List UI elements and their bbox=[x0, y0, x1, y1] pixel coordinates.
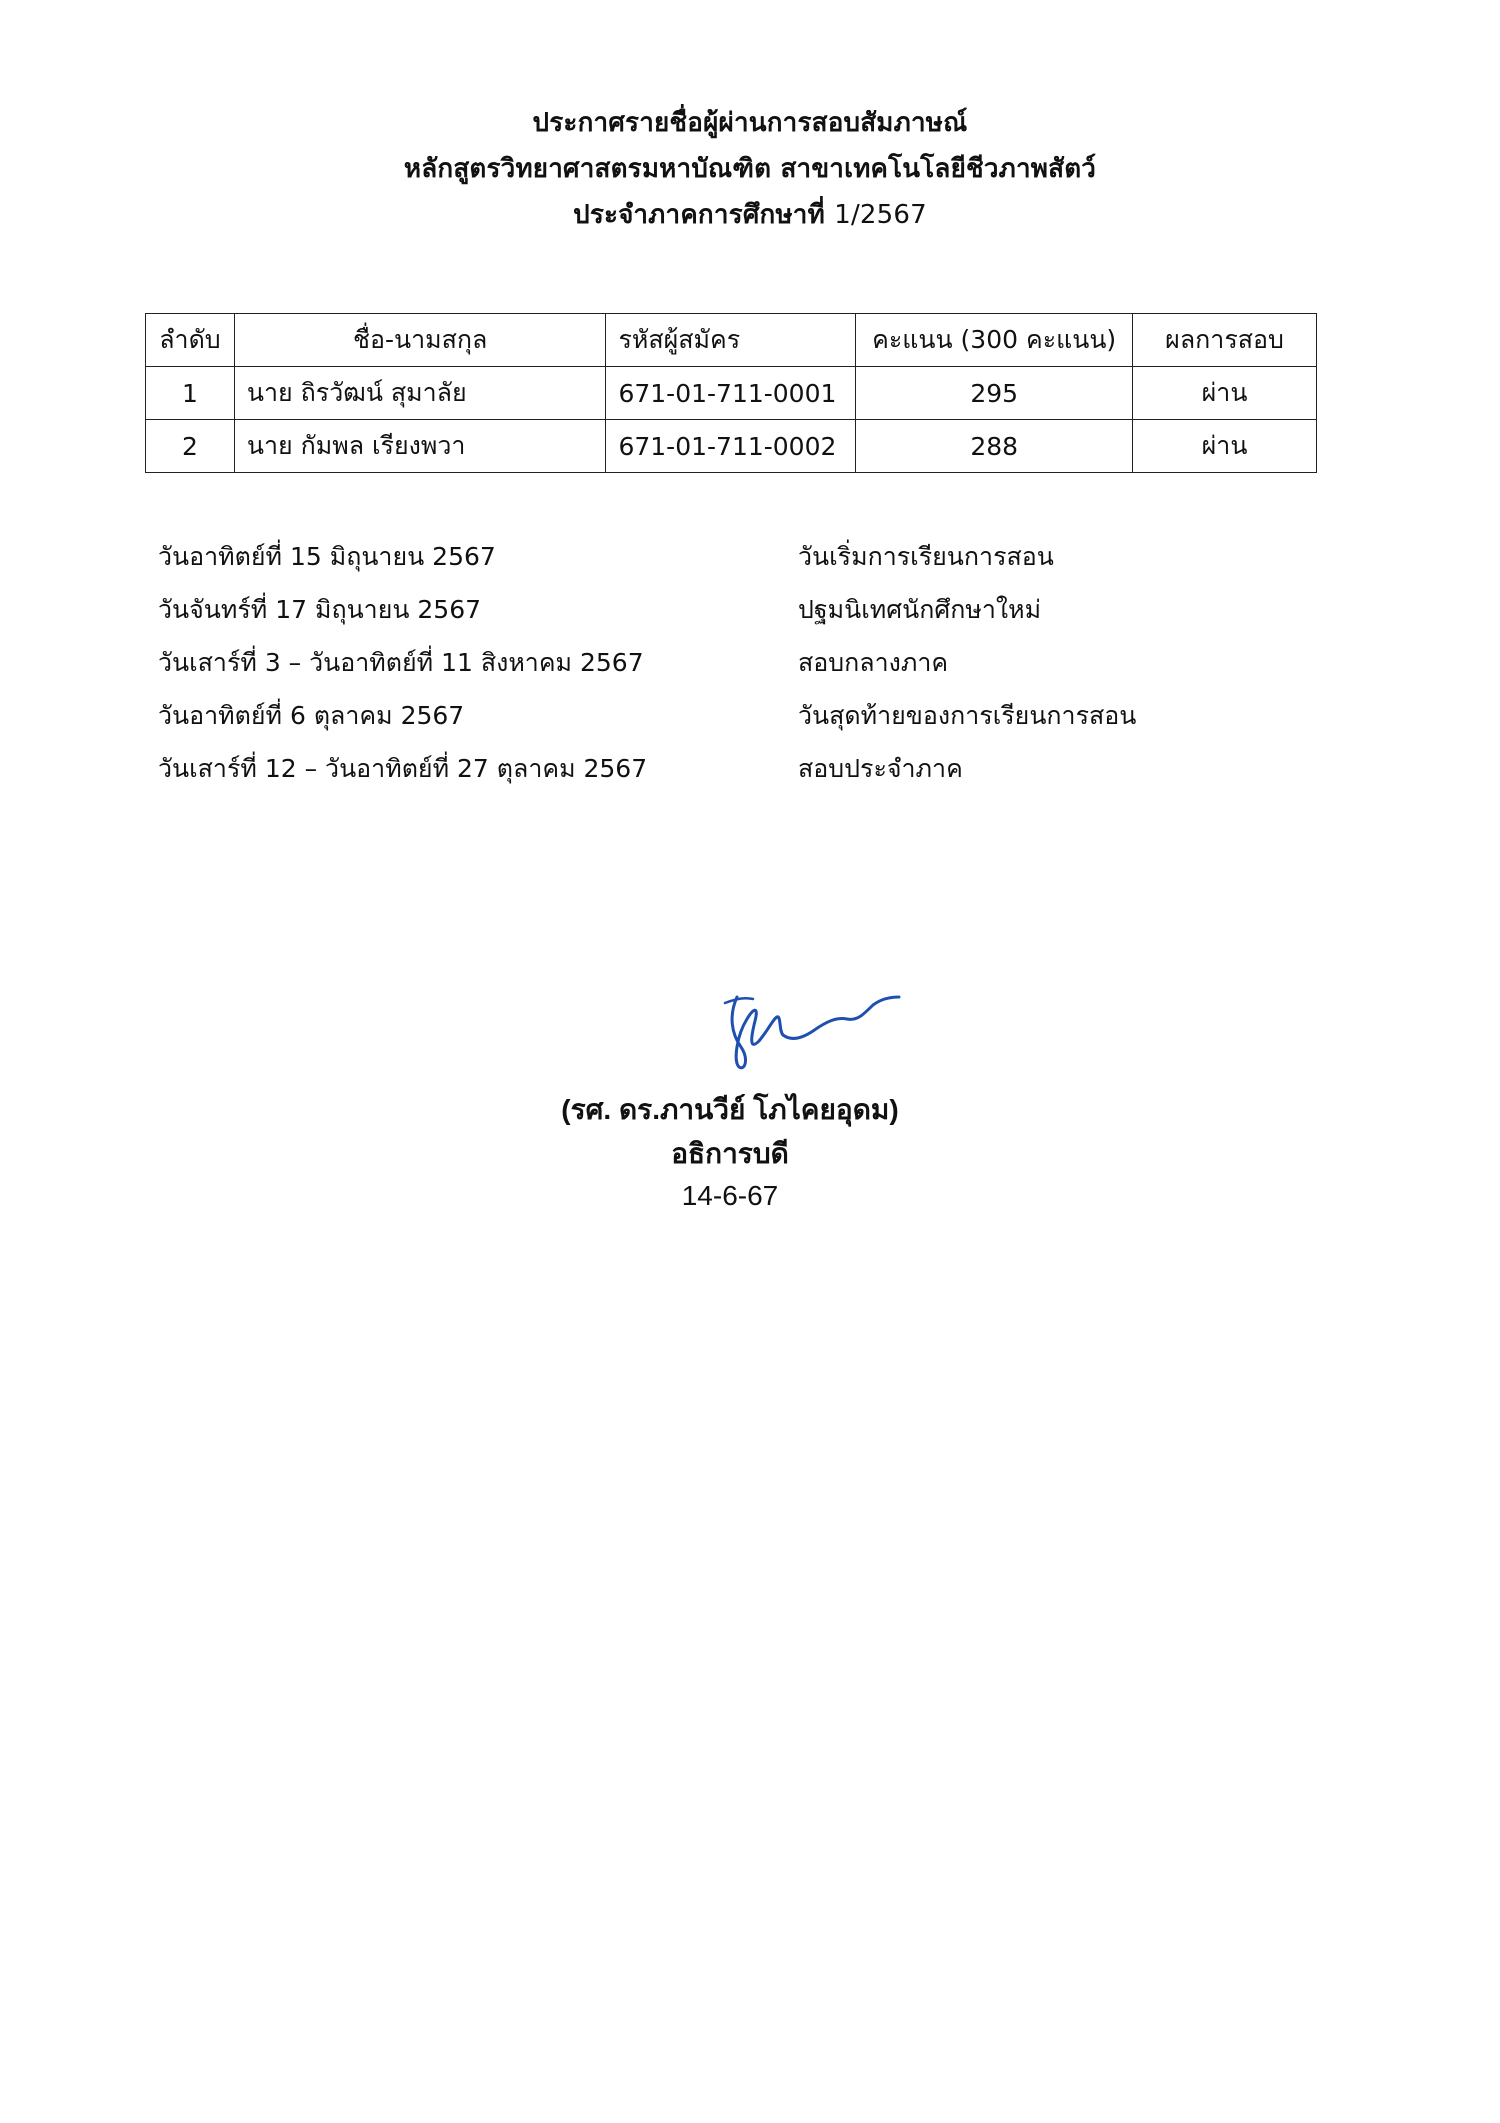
schedule-item bbox=[158, 636, 1258, 689]
header-result: ผลการสอบ bbox=[1133, 314, 1317, 367]
semester-value: 1/2567 bbox=[834, 200, 927, 230]
schedule-date: วันจันทร์ที่ 17 มิถุนายน 2567 bbox=[158, 595, 482, 624]
header-no: ลำดับ bbox=[146, 314, 235, 367]
program-title: หลักสูตรวิทยาศาสตรมหาบัณฑิต สาขาเทคโนโลยีชีวภาพสัตว์ bbox=[403, 154, 1097, 184]
handwritten-signature bbox=[715, 975, 905, 1075]
schedule-event: สอบกลางภาค bbox=[798, 648, 949, 677]
schedule-item bbox=[158, 689, 1258, 742]
announcement-title: ประกาศรายชื่อผู้ผ่านการสอบสัมภาษณ์ bbox=[532, 108, 968, 138]
row-applicant-id: 671-01-711-0001 bbox=[606, 367, 856, 420]
header-name: ชื่อ-นามสกุล bbox=[234, 314, 606, 367]
signed-date: 14-6-67 bbox=[681, 1180, 779, 1211]
semester-line bbox=[0, 192, 1500, 238]
header-score: คะแนน (300 คะแนน) bbox=[856, 314, 1133, 367]
semester-prefix: ประจำภาคการศึกษาที่ bbox=[573, 200, 835, 230]
signature-stroke bbox=[725, 998, 753, 1003]
row-name: นาย ถิรวัฒน์ สุมาลัย bbox=[234, 367, 606, 420]
table-row bbox=[146, 367, 1317, 420]
header-applicant-id: รหัสผู้สมัคร bbox=[606, 314, 856, 367]
schedule-event: วันเริ่มการเรียนการสอน bbox=[798, 542, 1054, 571]
schedule-date: วันอาทิตย์ที่ 15 มิถุนายน 2567 bbox=[158, 542, 496, 571]
signature-stroke bbox=[783, 997, 899, 1038]
results-table bbox=[145, 313, 1317, 473]
schedule-item bbox=[158, 742, 1258, 795]
schedule-date: วันเสาร์ที่ 3 – วันอาทิตย์ที่ 11 สิงหาคม 2567 bbox=[158, 648, 644, 677]
schedule-date: วันเสาร์ที่ 12 – วันอาทิตย์ที่ 27 ตุลาคม 2567 bbox=[158, 754, 648, 783]
schedule-event: ปฐมนิเทศนักศึกษาใหม่ bbox=[798, 595, 1042, 624]
announcement-header bbox=[0, 100, 1500, 238]
signer-position: อธิการบดี bbox=[671, 1138, 789, 1169]
signer-name: (รศ. ดร.ภานวีย์ โภไคยอุดม) bbox=[561, 1094, 899, 1125]
schedule-event: สอบประจำภาค bbox=[798, 754, 963, 783]
schedule-item bbox=[158, 583, 1258, 636]
row-no: 2 bbox=[146, 420, 235, 473]
row-no: 1 bbox=[146, 367, 235, 420]
signature-stroke bbox=[732, 997, 783, 1068]
schedule-event: วันสุดท้ายของการเรียนการสอน bbox=[798, 701, 1137, 730]
schedule-date: วันอาทิตย์ที่ 6 ตุลาคม 2567 bbox=[158, 701, 465, 730]
table-row bbox=[146, 420, 1317, 473]
schedule-item bbox=[158, 530, 1258, 583]
row-score: 288 bbox=[856, 420, 1133, 473]
table-header-row bbox=[146, 314, 1317, 367]
row-result: ผ่าน bbox=[1133, 420, 1317, 473]
signer-block bbox=[450, 1088, 1010, 1216]
academic-schedule bbox=[158, 530, 1258, 795]
row-applicant-id: 671-01-711-0002 bbox=[606, 420, 856, 473]
row-result: ผ่าน bbox=[1133, 367, 1317, 420]
row-score: 295 bbox=[856, 367, 1133, 420]
row-name: นาย กัมพล เรียงพวา bbox=[234, 420, 606, 473]
